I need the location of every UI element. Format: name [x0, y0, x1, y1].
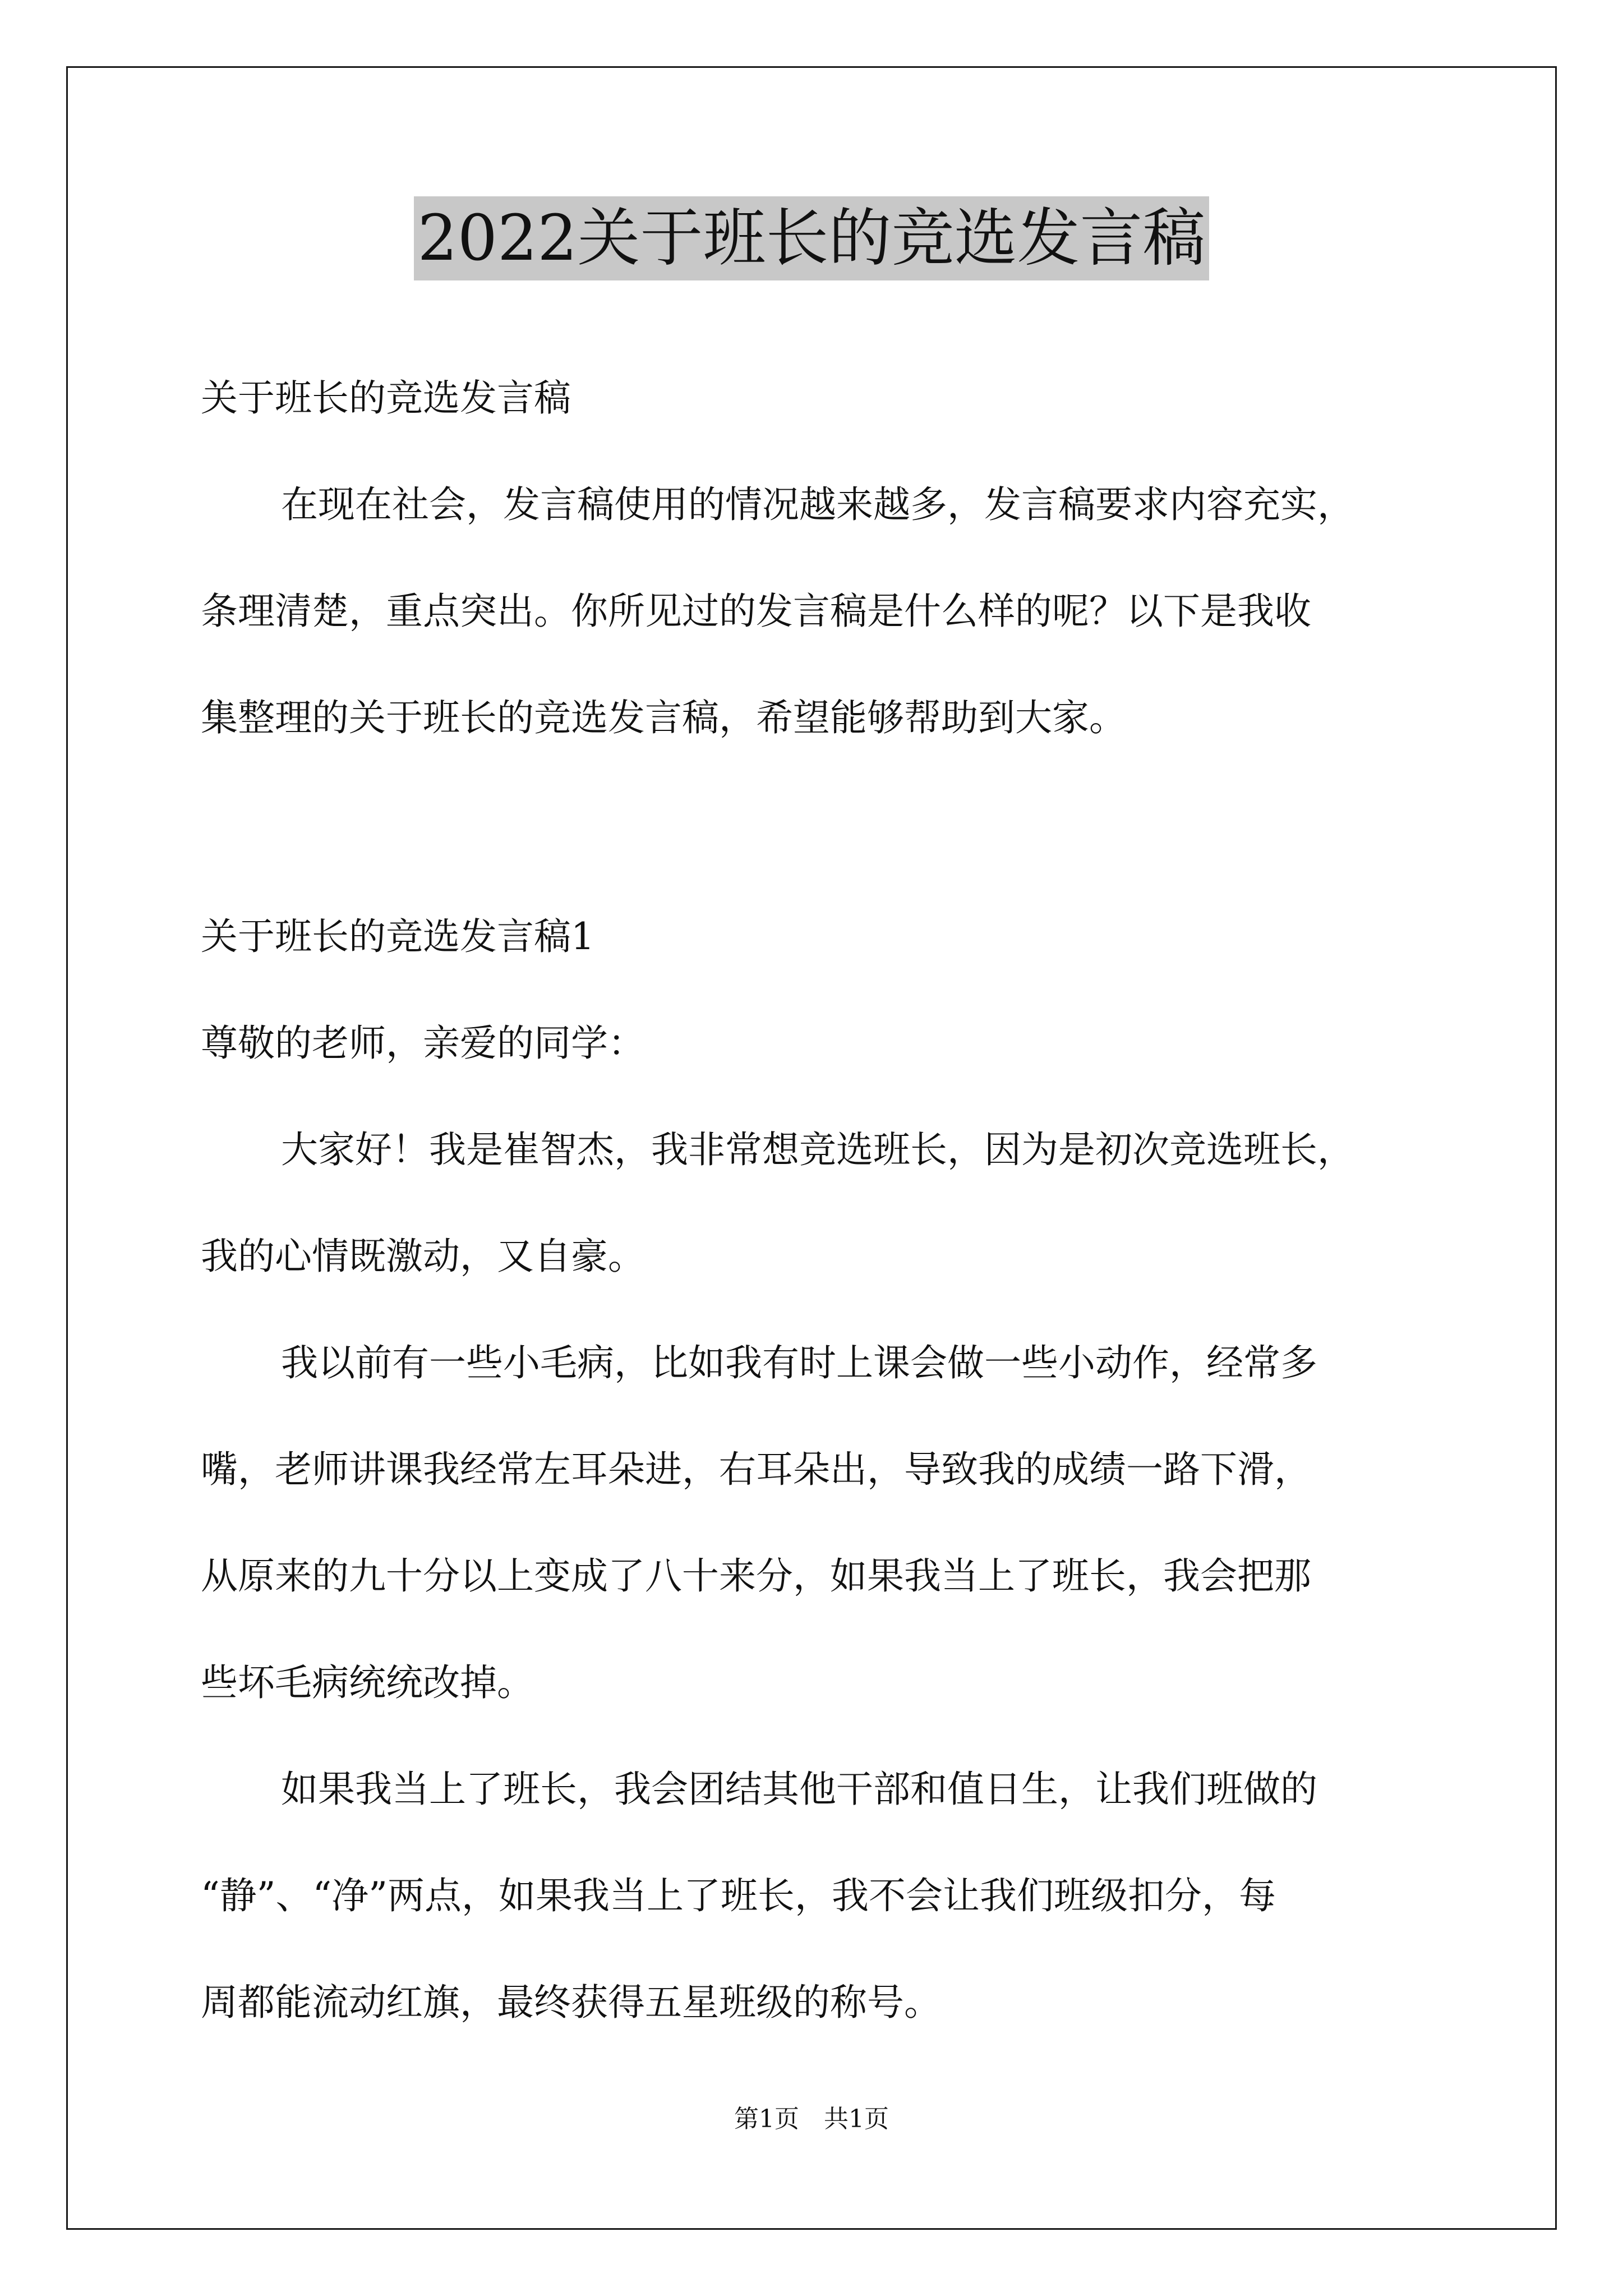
speech-body: [201, 884, 1435, 2056]
paragraph-line: 从原来的九十分以上变成了八十来分，如果我当上了班长，我会把那: [201, 1554, 1311, 1598]
page-footer: 第1页 共1页: [734, 2105, 889, 2133]
intro-line: 集整理的关于班长的竞选发言稿，希望能够帮助到大家。: [201, 696, 1126, 739]
paragraph-line: 我以前有一些小毛病，比如我有时上课会做一些小动作，经常多: [281, 1341, 1317, 1384]
document-body: [201, 345, 1435, 771]
paragraph-line: 如果我当上了班长，我会团结其他干部和值日生，让我们班做的: [281, 1768, 1317, 1811]
paragraph-line: 些坏毛病统统改掉。: [201, 1661, 534, 1704]
title-container: [0, 196, 1623, 280]
paragraph-line: 周都能流动红旗，最终获得五星班级的称号。: [201, 1981, 941, 2024]
paragraph-line: “静”、“净”两点，如果我当上了班长，我不会让我们班级扣分，每: [201, 1874, 1276, 1917]
document-subtitle: 关于班长的竞选发言稿: [201, 376, 571, 420]
paragraph-line: 我的心情既激动，又自豪。: [201, 1235, 645, 1278]
paragraph-line: 大家好！我是崔智杰，我非常想竞选班长，因为是初次竞选班长，: [281, 1128, 1354, 1171]
intro-line: 在现在社会，发言稿使用的情况越来越多，发言稿要求内容充实，: [281, 483, 1354, 526]
document-title: 2022关于班长的竞选发言稿: [414, 196, 1209, 280]
paragraph-line: 嘴，老师讲课我经常左耳朵进，右耳朵出，导致我的成绩一路下滑，: [201, 1448, 1311, 1491]
section-heading: 关于班长的竞选发言稿1: [201, 915, 594, 958]
salutation: 尊敬的老师，亲爱的同学：: [201, 1022, 645, 1065]
intro-line: 条理清楚，重点突出。你所见过的发言稿是什么样的呢？以下是我收: [201, 590, 1311, 633]
